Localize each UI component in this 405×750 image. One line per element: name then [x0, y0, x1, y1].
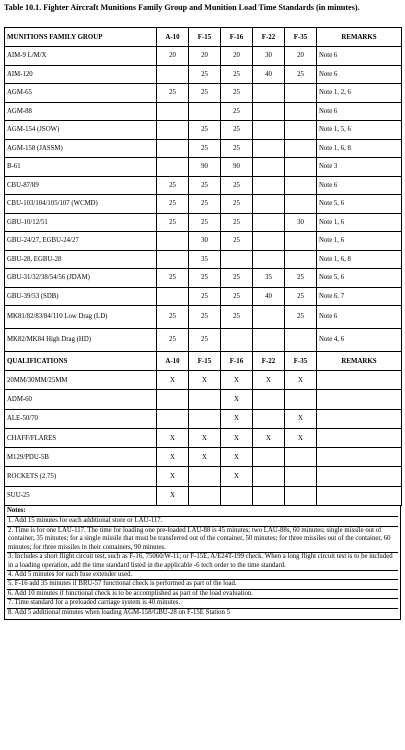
time-cell — [253, 213, 285, 232]
time-cell: X — [221, 428, 253, 447]
table-row — [5, 269, 402, 288]
time-cell: 25 — [157, 269, 189, 288]
time-cell — [253, 195, 285, 214]
remarks-cell: Note 3 — [317, 158, 402, 177]
time-cell: X — [221, 409, 253, 428]
row-label: GBU-28, EGBU-28 — [5, 250, 157, 269]
time-cell: 30 — [189, 232, 221, 251]
row-label: AIM-9 L/M/X — [5, 47, 157, 66]
time-cell — [285, 84, 317, 103]
remarks-cell: Note 1, 6 — [317, 213, 402, 232]
time-cell: 90 — [189, 158, 221, 177]
time-cell: X — [221, 448, 253, 467]
time-cell — [285, 486, 317, 505]
table-row — [5, 287, 402, 306]
time-cell: X — [157, 428, 189, 447]
row-label: AGM-158 (JASSM) — [5, 139, 157, 158]
time-cell — [285, 102, 317, 121]
time-cell: 25 — [221, 121, 253, 140]
time-cell: 25 — [221, 269, 253, 288]
time-cell — [157, 232, 189, 251]
time-cell — [253, 139, 285, 158]
table-row — [5, 250, 402, 269]
remarks-cell — [317, 448, 402, 467]
time-cell: 25 — [189, 213, 221, 232]
row-label: MK82/MK84 High Drag (HD) — [5, 329, 157, 352]
time-cell: 25 — [157, 213, 189, 232]
column-header: F-22 — [253, 28, 285, 47]
column-header: REMARKS — [317, 352, 402, 371]
time-cell: X — [285, 409, 317, 428]
remarks-cell: Note 4, 6 — [317, 329, 402, 352]
time-cell: 25 — [221, 176, 253, 195]
remarks-cell: Note 1, 6 — [317, 232, 402, 251]
table-row — [5, 195, 402, 214]
note-item: 8. Add 5 additional minutes when loading AGM-158/GBU-28 on F-15E Station 5 — [7, 608, 398, 617]
qualifications-header-row — [5, 352, 402, 371]
table-row — [5, 121, 402, 140]
time-cell: 25 — [285, 287, 317, 306]
time-cell — [285, 139, 317, 158]
time-cell: 25 — [221, 306, 253, 329]
time-cell — [285, 158, 317, 177]
time-cell — [253, 448, 285, 467]
remarks-cell: Note 6, 7 — [317, 287, 402, 306]
time-cell: 20 — [157, 47, 189, 66]
remarks-cell: Note 6 — [317, 47, 402, 66]
table-row — [5, 306, 402, 329]
time-cell — [253, 121, 285, 140]
row-label: ADM-60 — [5, 390, 157, 409]
time-cell: 25 — [221, 102, 253, 121]
time-cell — [285, 176, 317, 195]
row-label: AGM-65 — [5, 84, 157, 103]
row-label: CBU-103/104/105/107 (WCMD) — [5, 195, 157, 214]
column-header: F-15 — [189, 28, 221, 47]
time-cell — [253, 250, 285, 269]
column-header: F-16 — [221, 28, 253, 47]
row-label: AGM-88 — [5, 102, 157, 121]
time-cell: 25 — [221, 287, 253, 306]
row-label: GBU-39/53 (SDB) — [5, 287, 157, 306]
time-cell: 25 — [189, 176, 221, 195]
time-cell: 25 — [285, 306, 317, 329]
time-cell: 25 — [157, 176, 189, 195]
remarks-cell: Note 6 — [317, 176, 402, 195]
time-cell — [253, 84, 285, 103]
notes-section — [4, 506, 401, 620]
time-cell: 25 — [221, 84, 253, 103]
time-cell: 25 — [189, 195, 221, 214]
table-row — [5, 467, 402, 486]
table-row — [5, 409, 402, 428]
time-cell: X — [189, 428, 221, 447]
table-row — [5, 213, 402, 232]
time-cell — [157, 121, 189, 140]
time-cell — [253, 176, 285, 195]
note-item: 3. Includes a short flight circuit test, such as F-16, 75060/W-11; or F-15E, A/E24T-199 check. When a long flight circuit test is to be included in a loading operation, add the time standard listed in the applicable -6 tech order to the time standard. — [7, 552, 398, 570]
time-cell — [157, 102, 189, 121]
remarks-cell — [317, 428, 402, 447]
time-cell — [253, 409, 285, 428]
time-cell — [285, 250, 317, 269]
time-cell: X — [221, 390, 253, 409]
column-header: A-10 — [157, 28, 189, 47]
time-cell — [285, 121, 317, 140]
time-cell: 25 — [285, 269, 317, 288]
row-label: 20MM/30MM/25MM — [5, 371, 157, 390]
time-cell: 25 — [189, 139, 221, 158]
remarks-cell: Note 1, 2, 6 — [317, 84, 402, 103]
note-item: 6. Add 10 minutes if functional check is to be accomplished as part of the load evaluation. — [7, 589, 398, 598]
remarks-cell — [317, 390, 402, 409]
time-cell: X — [285, 428, 317, 447]
column-header: F-35 — [285, 352, 317, 371]
munitions-table — [4, 27, 402, 506]
remarks-cell: Note 5, 6 — [317, 269, 402, 288]
time-cell: 40 — [253, 65, 285, 84]
time-cell — [221, 486, 253, 505]
time-cell — [285, 329, 317, 352]
time-cell — [157, 139, 189, 158]
time-cell: 25 — [189, 329, 221, 352]
row-label: AIM-120 — [5, 65, 157, 84]
time-cell: X — [221, 371, 253, 390]
munitions-header-row — [5, 28, 402, 47]
time-cell — [285, 232, 317, 251]
column-header: F-15 — [189, 352, 221, 371]
row-label: ROCKETS (2.75) — [5, 467, 157, 486]
time-cell — [157, 158, 189, 177]
time-cell — [285, 390, 317, 409]
remarks-cell: Note 6 — [317, 65, 402, 84]
time-cell — [189, 390, 221, 409]
time-cell — [157, 287, 189, 306]
time-cell: X — [157, 486, 189, 505]
time-cell — [157, 409, 189, 428]
column-header: A-10 — [157, 352, 189, 371]
time-cell: 25 — [157, 84, 189, 103]
time-cell — [253, 232, 285, 251]
time-cell: 25 — [221, 213, 253, 232]
time-cell: 25 — [189, 121, 221, 140]
column-header: F-16 — [221, 352, 253, 371]
time-cell: 25 — [157, 329, 189, 352]
time-cell: X — [157, 371, 189, 390]
time-cell: X — [253, 428, 285, 447]
time-cell — [221, 250, 253, 269]
time-cell: 35 — [189, 250, 221, 269]
row-label: ALE-50/70 — [5, 409, 157, 428]
row-label: GBU-31/32/38/54/56 (JDAM) — [5, 269, 157, 288]
time-cell — [189, 409, 221, 428]
table-row — [5, 448, 402, 467]
notes-list — [7, 516, 398, 616]
time-cell: 25 — [221, 139, 253, 158]
table-row — [5, 428, 402, 447]
time-cell — [157, 65, 189, 84]
time-cell: 35 — [253, 269, 285, 288]
table-row — [5, 176, 402, 195]
column-header: MUNITIONS FAMILY GROUP — [5, 28, 157, 47]
time-cell: 30 — [285, 213, 317, 232]
time-cell — [157, 250, 189, 269]
table-row — [5, 232, 402, 251]
time-cell: 40 — [253, 287, 285, 306]
table-row — [5, 84, 402, 103]
time-cell: X — [253, 371, 285, 390]
table-row — [5, 390, 402, 409]
notes-title: Notes: — [7, 507, 26, 515]
table-row — [5, 158, 402, 177]
time-cell: X — [189, 371, 221, 390]
time-cell: X — [189, 448, 221, 467]
time-cell — [189, 486, 221, 505]
time-cell — [253, 467, 285, 486]
time-cell — [253, 390, 285, 409]
column-header: QUALIFICATIONS — [5, 352, 157, 371]
time-cell — [285, 448, 317, 467]
note-item: 2. Time is for one LAU-117. The time for loading one pre-loaded LAU-88 is 45 minutes; two LAU-88s, 60 minutes; single missile out of container, 35 minutes; for a single missile that must be transferred out of the container, 50 minutes; for three missiles out of the container, 60 minutes; for three missiles in their containers, 90 minutes. — [7, 526, 398, 552]
row-label: B-61 — [5, 158, 157, 177]
time-cell: X — [221, 467, 253, 486]
remarks-cell: Note 5, 6 — [317, 195, 402, 214]
time-cell: 25 — [285, 65, 317, 84]
time-cell: 25 — [221, 232, 253, 251]
table-row — [5, 47, 402, 66]
time-cell — [285, 195, 317, 214]
time-cell: 25 — [189, 287, 221, 306]
row-label: M129/PDU-5B — [5, 448, 157, 467]
time-cell: 25 — [189, 306, 221, 329]
table-row — [5, 371, 402, 390]
column-header: REMARKS — [317, 28, 402, 47]
table-row — [5, 329, 402, 352]
table-row — [5, 486, 402, 505]
time-cell — [253, 486, 285, 505]
time-cell — [157, 390, 189, 409]
time-cell: 25 — [189, 65, 221, 84]
time-cell: 25 — [189, 269, 221, 288]
time-cell: 25 — [189, 84, 221, 103]
row-label: AGM-154 (JSOW) — [5, 121, 157, 140]
time-cell: 20 — [221, 47, 253, 66]
table-title: Table 10.1. Fighter Aircraft Munitions Family Group and Munition Load Time Standards (in minutes). — [4, 3, 360, 12]
time-cell: 25 — [157, 306, 189, 329]
table-row — [5, 65, 402, 84]
time-cell: X — [157, 467, 189, 486]
column-header: F-22 — [253, 352, 285, 371]
time-cell: 25 — [221, 65, 253, 84]
remarks-cell: Note 1, 6, 8 — [317, 139, 402, 158]
time-cell — [253, 329, 285, 352]
time-cell: X — [157, 448, 189, 467]
remarks-cell: Note 1, 6, 8 — [317, 250, 402, 269]
note-item: 1. Add 15 minutes for each additional store or LAU-117. — [7, 516, 398, 525]
note-item: 7. Time standard for a preloaded carriage system is 40 minutes. — [7, 598, 398, 607]
remarks-cell — [317, 409, 402, 428]
time-cell — [285, 467, 317, 486]
time-cell — [253, 102, 285, 121]
time-cell: 25 — [221, 195, 253, 214]
note-item: 4. Add 5 minutes for each fuse extender used. — [7, 570, 398, 579]
column-header: F-35 — [285, 28, 317, 47]
time-cell: 90 — [221, 158, 253, 177]
time-cell — [253, 306, 285, 329]
row-label: GBU-10/12/51 — [5, 213, 157, 232]
time-cell: 20 — [189, 47, 221, 66]
time-cell: 20 — [285, 47, 317, 66]
remarks-cell — [317, 467, 402, 486]
remarks-cell: Note 6 — [317, 102, 402, 121]
row-label: CHAFF/FLARES — [5, 428, 157, 447]
time-cell — [253, 158, 285, 177]
row-label: GBU-24/27, EGBU-24/27 — [5, 232, 157, 251]
row-label: SUU-25 — [5, 486, 157, 505]
table-row — [5, 102, 402, 121]
table-row — [5, 139, 402, 158]
time-cell — [221, 329, 253, 352]
time-cell: X — [285, 371, 317, 390]
row-label: CBU-87/89 — [5, 176, 157, 195]
note-item: 5. F-16 add 35 minutes if BRU-57 functional check is performed as part of the load. — [7, 579, 398, 588]
remarks-cell: Note 6 — [317, 306, 402, 329]
row-label: MK81/82/83/84/110 Low Drag (LD) — [5, 306, 157, 329]
time-cell — [189, 467, 221, 486]
remarks-cell: Note 1, 5, 6 — [317, 121, 402, 140]
time-cell — [189, 102, 221, 121]
remarks-cell — [317, 486, 402, 505]
remarks-cell — [317, 371, 402, 390]
time-cell: 30 — [253, 47, 285, 66]
time-cell: 25 — [157, 195, 189, 214]
